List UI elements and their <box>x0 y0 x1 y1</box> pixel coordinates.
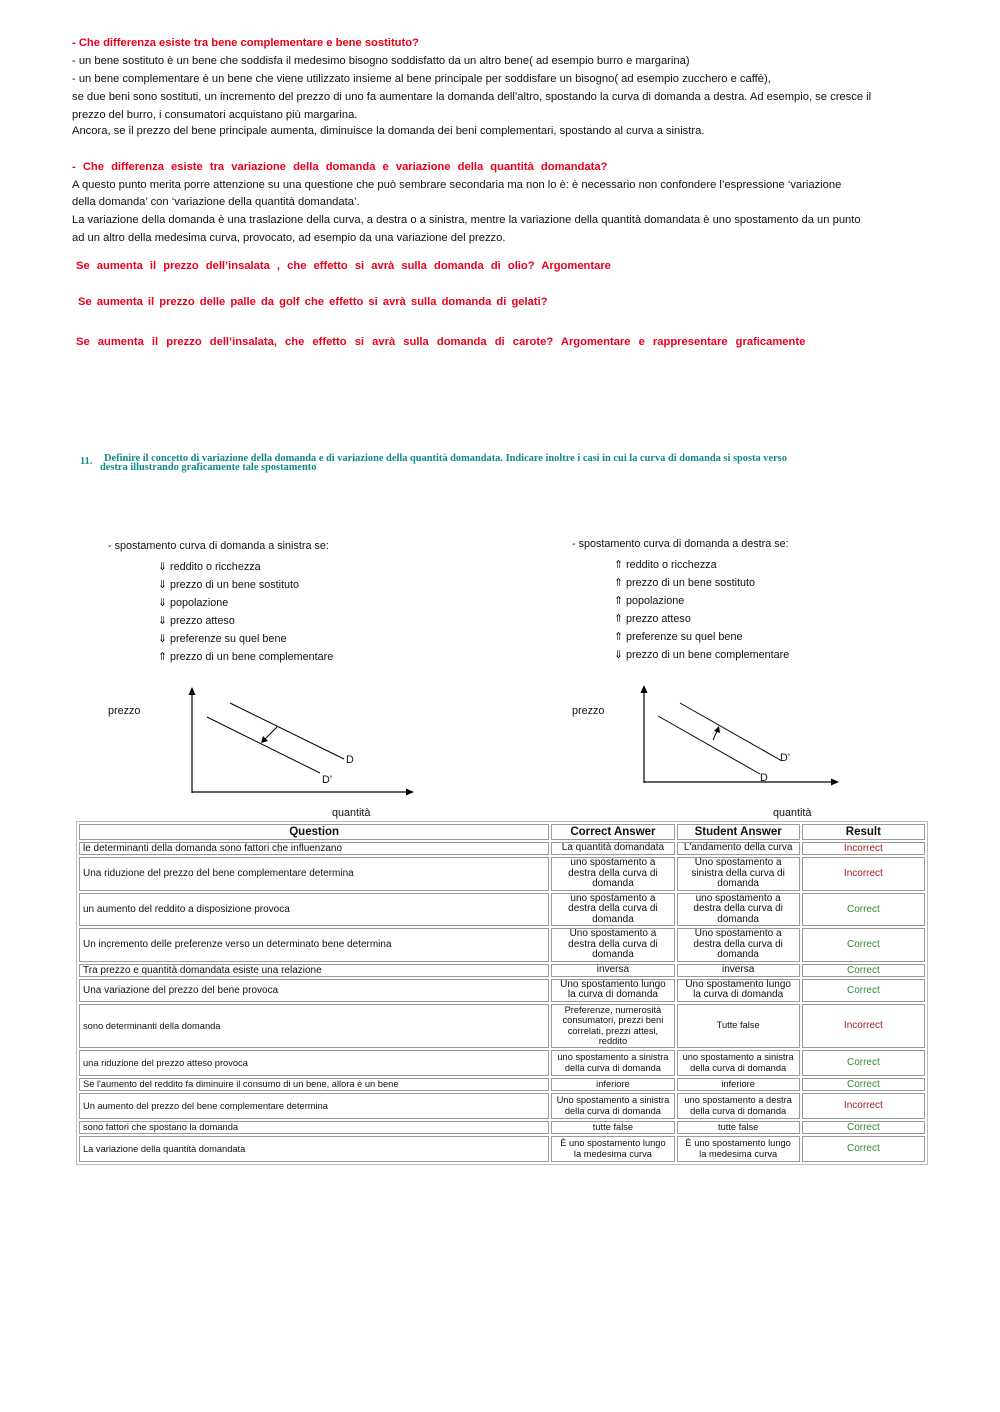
correct-answer-cell: Uno spostamento a destra della curva di domanda <box>551 928 674 962</box>
right-curve-dprime-label: D’ <box>780 752 791 764</box>
paragraph-line: della domanda’ con ‘variazione della quantità domandata’. <box>72 196 360 208</box>
quiz-results-table <box>76 821 928 1165</box>
right-shift-list <box>614 556 789 664</box>
list-item: ⇑ popolazione <box>614 595 685 607</box>
item-11-line2: destra illustrando graficamente tale spostamento <box>100 462 317 473</box>
correct-answer-cell: tutte false <box>551 1121 674 1134</box>
right-x-axis-label: quantità <box>773 807 812 819</box>
list-item: ⇑ prezzo atteso <box>614 613 691 625</box>
table-header-row <box>79 824 925 840</box>
x-axis-arrowhead <box>831 779 839 786</box>
question-complementare-sostituto: - Che differenza esiste tra bene complementare e bene sostituto? <box>72 37 419 49</box>
list-item: ⇑ prezzo di un bene complementare <box>158 651 334 663</box>
list-item: ⇑ reddito o ricchezza <box>614 559 717 571</box>
left-shift-list <box>158 558 333 666</box>
result-cell: Incorrect <box>802 1004 925 1048</box>
item-number: 11. <box>80 456 93 467</box>
correct-answer-cell: uno spostamento a sinistra della curva di domanda <box>551 1050 674 1076</box>
list-item: ⇑ preferenze su quel bene <box>614 631 743 643</box>
correct-answer-cell: Uno spostamento a sinistra della curva di domanda <box>551 1093 674 1119</box>
question-cell: La variazione della quantità domandata <box>79 1136 549 1162</box>
list-item: ⇓ prezzo atteso <box>158 615 235 627</box>
correct-answer-cell: Preferenze, numerosità consumatori, prezzi beni correlati, prezzi attesi, reddito <box>551 1004 674 1048</box>
paragraph-line: Ancora, se il prezzo del bene principale aumenta, diminuisce la domanda dei beni complementari, spostando al curva a sinistra. <box>72 125 705 137</box>
header-result: Result <box>802 824 925 840</box>
question-cell: una riduzione del prezzo atteso provoca <box>79 1050 549 1076</box>
table-row <box>79 857 925 891</box>
student-answer-cell: uno spostamento a destra della curva di domanda <box>677 1093 800 1119</box>
left-curve-dprime-label: D’ <box>322 774 333 786</box>
table-row <box>79 964 925 977</box>
table-row <box>79 1050 925 1076</box>
table-row <box>79 893 925 927</box>
list-item: ⇓ preferenze su quel bene <box>158 633 287 645</box>
paragraph-line: A questo punto merita porre attenzione su una questione che può sembrare secondaria ma non lo è: è necessario non confondere l’espressione ‘variazione <box>72 179 842 191</box>
student-answer-cell: inferiore <box>677 1078 800 1091</box>
left-curve-d-label: D <box>346 754 354 766</box>
exercise-olio: Se aumenta il prezzo dell’insalata , che effetto si avrà sulla domanda di olio? Argomentare <box>76 260 611 272</box>
result-cell: Correct <box>802 928 925 962</box>
left-y-axis-label: prezzo <box>108 705 141 717</box>
item-11-line1: Definire il concetto di variazione della domanda e di variazione della quantità domandata. Indicare inoltre i casi in cui la curva di domanda si sposta verso <box>104 453 787 464</box>
result-cell: Correct <box>802 893 925 927</box>
question-cell: sono determinanti della domanda <box>79 1004 549 1048</box>
correct-answer-cell: Uno spostamento lungo la curva di domanda <box>551 979 674 1002</box>
question-cell: le determinanti della domanda sono fattori che influenzano <box>79 842 549 855</box>
question-cell: Tra prezzo e quantità domandata esiste una relazione <box>79 964 549 977</box>
list-item: ⇓ prezzo di un bene complementare <box>614 649 790 661</box>
student-answer-cell: uno spostamento a destra della curva di domanda <box>677 893 800 927</box>
list-item: ⇓ prezzo di un bene sostituto <box>158 579 300 591</box>
demand-curve-d <box>230 703 344 759</box>
demand-curve-d <box>658 716 760 774</box>
right-demand-diagram <box>632 683 852 793</box>
y-axis-arrowhead <box>189 687 196 695</box>
student-answer-cell: L'andamento della curva <box>677 842 800 855</box>
question-cell: sono fattori che spostano la domanda <box>79 1121 549 1134</box>
table-row <box>79 979 925 1002</box>
table-row <box>79 1121 925 1134</box>
result-cell: Correct <box>802 1136 925 1162</box>
student-answer-cell: tutte false <box>677 1121 800 1134</box>
question-cell: un aumento del reddito a disposizione provoca <box>79 893 549 927</box>
question-cell: Una riduzione del prezzo del bene complementare determina <box>79 857 549 891</box>
list-item: ⇓ popolazione <box>158 597 229 609</box>
table-row <box>79 1093 925 1119</box>
demand-curve-d-prime <box>207 717 320 773</box>
correct-answer-cell: uno spostamento a destra della curva di domanda <box>551 857 674 891</box>
table-row <box>79 842 925 855</box>
correct-answer-cell: La quantità domandata <box>551 842 674 855</box>
y-axis-arrowhead <box>641 685 648 693</box>
list-item: ⇓ reddito o ricchezza <box>158 561 261 573</box>
table-row <box>79 1004 925 1048</box>
student-answer-cell: È uno spostamento lungo la medesima curva <box>677 1136 800 1162</box>
paragraph-line: La variazione della domanda è una traslazione della curva, a destra o a sinistra, mentre la variazione della quantità domandata è uno spostamento da un punto <box>72 214 861 226</box>
x-axis-arrowhead <box>406 789 414 796</box>
question-cell: Un incremento delle preferenze verso un determinato bene determina <box>79 928 549 962</box>
correct-answer-cell: inferiore <box>551 1078 674 1091</box>
table-row <box>79 1078 925 1091</box>
list-item: ⇑ prezzo di un bene sostituto <box>614 577 756 589</box>
shift-arrowhead <box>714 726 720 733</box>
table-row <box>79 1136 925 1162</box>
result-cell: Correct <box>802 1050 925 1076</box>
right-y-axis-label: prezzo <box>572 705 605 717</box>
correct-answer-cell: inversa <box>551 964 674 977</box>
paragraph-line: se due beni sono sostituti, un incremento del prezzo di uno fa aumentare la domanda dell’altro, spostando la curva di domanda a destra. Ad esempio, se cresce il <box>72 91 872 103</box>
paragraph-line: - un bene sostituto è un bene che soddisfa il medesimo bisogno soddisfatto da un altro bene( ad esempio burro e margarina) <box>72 55 690 67</box>
exercise-carote: Se aumenta il prezzo dell’insalata, che effetto si avrà sulla domanda di carote? Argomentare e rappresentare graficamente <box>76 336 806 348</box>
result-cell: Incorrect <box>802 1093 925 1119</box>
student-answer-cell: Tutte false <box>677 1004 800 1048</box>
student-answer-cell: Uno spostamento a sinistra della curva di domanda <box>677 857 800 891</box>
paragraph-line: - un bene complementare è un bene che viene utilizzato insieme al bene principale per soddisfare un bisogno( ad esempio zucchero e caffè), <box>72 73 771 85</box>
paragraph-line: ad un altro della medesima curva, provocato, ad esempio da una variazione del prezzo. <box>72 232 506 244</box>
result-cell: Correct <box>802 1078 925 1091</box>
question-cell: Una variazione del prezzo del bene provoca <box>79 979 549 1002</box>
student-answer-cell: Uno spostamento a destra della curva di domanda <box>677 928 800 962</box>
result-cell: Correct <box>802 1121 925 1134</box>
header-correct-answer: Correct Answer <box>551 824 674 840</box>
question-variazione-domanda: - Che differenza esiste tra variazione della domanda e variazione della quantità domandata? <box>72 161 608 173</box>
student-answer-cell: uno spostamento a sinistra della curva di domanda <box>677 1050 800 1076</box>
right-curve-d-label: D <box>760 772 768 784</box>
result-cell: Correct <box>802 964 925 977</box>
result-cell: Incorrect <box>802 842 925 855</box>
correct-answer-cell: uno spostamento a destra della curva di domanda <box>551 893 674 927</box>
exercise-gelati: Se aumenta il prezzo delle palle da golf che effetto si avrà sulla domanda di gelati? <box>78 296 548 308</box>
left-demand-diagram <box>180 685 430 800</box>
question-cell: Se l'aumento del reddito fa diminuire il consumo di un bene, allora è un bene <box>79 1078 549 1091</box>
table-row <box>79 928 925 962</box>
question-cell: Un aumento del prezzo del bene complementare determina <box>79 1093 549 1119</box>
left-x-axis-label: quantità <box>332 807 371 819</box>
student-answer-cell: inversa <box>677 964 800 977</box>
result-cell: Incorrect <box>802 857 925 891</box>
student-answer-cell: Uno spostamento lungo la curva di domanda <box>677 979 800 1002</box>
right-panel-title: - spostamento curva di domanda a destra se: <box>572 538 789 550</box>
correct-answer-cell: È uno spostamento lungo la medesima curva <box>551 1136 674 1162</box>
header-question: Question <box>79 824 549 840</box>
result-cell: Correct <box>802 979 925 1002</box>
paragraph-line: prezzo del burro, i consumatori acquistano più margarina. <box>72 109 358 121</box>
demand-curve-d-prime <box>680 703 782 761</box>
header-student-answer: Student Answer <box>677 824 800 840</box>
left-panel-title: - spostamento curva di domanda a sinistra se: <box>108 540 329 552</box>
